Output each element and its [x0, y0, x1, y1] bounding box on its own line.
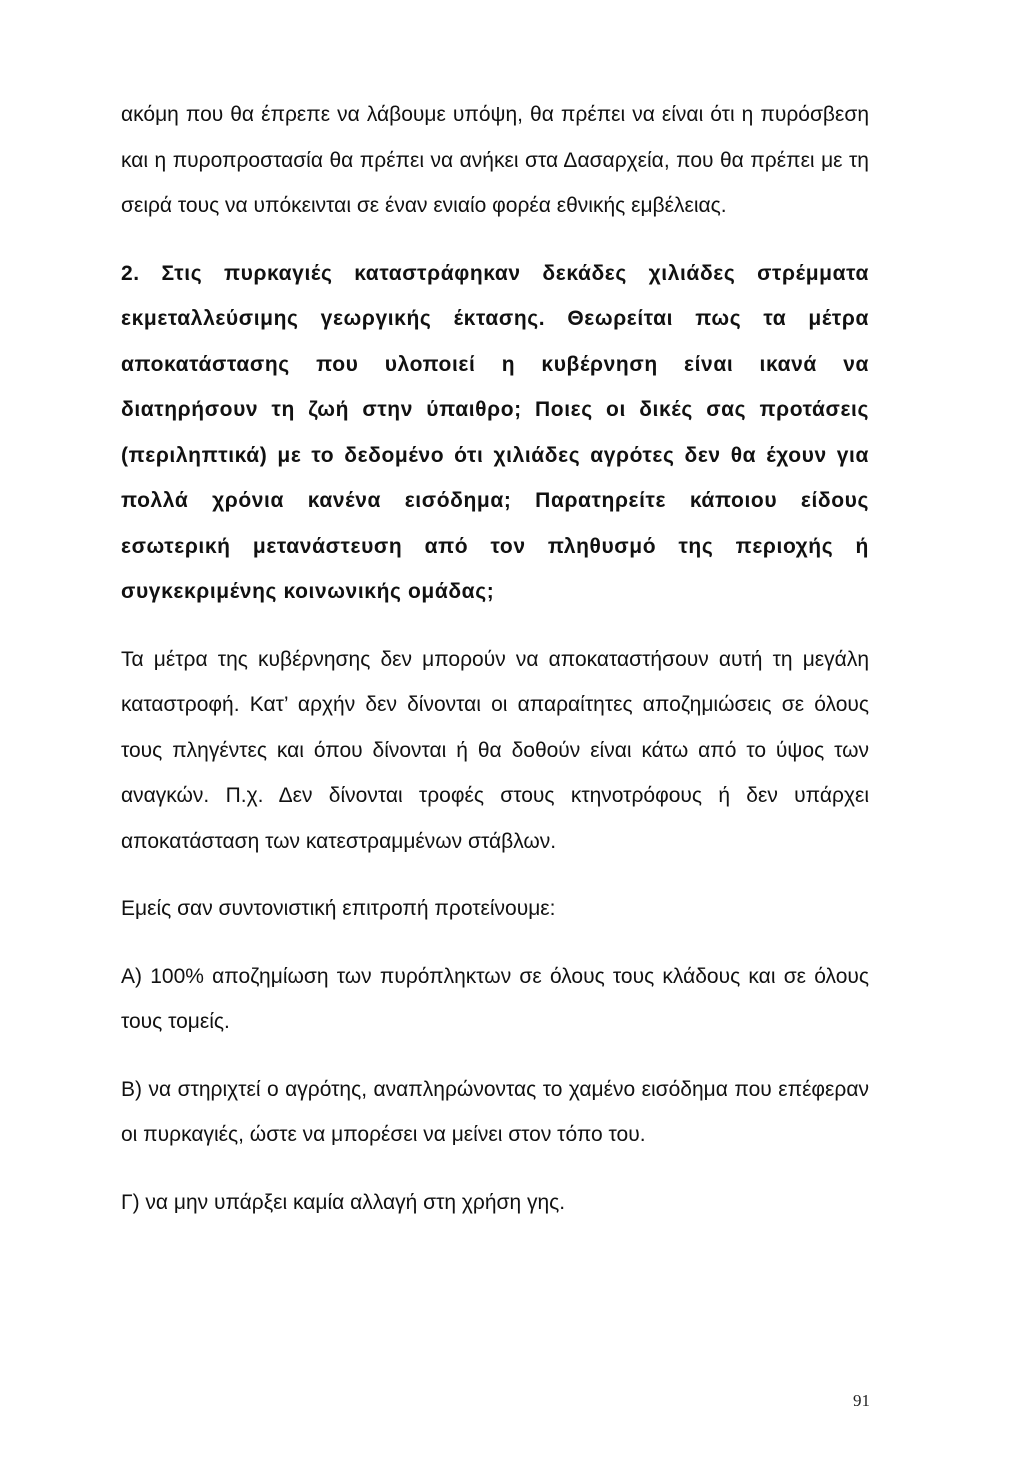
question-number: 2.	[121, 261, 140, 285]
proposal-b: Β) να στηριχτεί ο αγρότης, αναπληρώνοντας το χαμένο εισόδημα που επέφεραν οι πυρκαγιές, ώστε να μπορέσει να μείνει στον τόπο του.	[121, 1077, 869, 1146]
proposal-a: Α) 100% αποζημίωση των πυρόπληκτων σε όλους τους κλάδους και σε όλους τους τομείς.	[121, 964, 869, 1033]
paragraph-intro: ακόμη που θα έπρεπε να λάβουμε υπόψη, θα πρέπει να είναι ότι η πυρόσβεση και η πυροπροστασία θα πρέπει να ανήκει στα Δασαρχεία, που θα πρέπει με τη σειρά τους να υπόκεινται σε έναν ενιαίο φορέα εθνικής εμβέλειας.	[121, 103, 869, 217]
document-page	[121, 92, 869, 1225]
paragraph-answer-1: Τα μέτρα της κυβέρνησης δεν μπορούν να αποκαταστήσουν αυτή τη μεγάλη καταστροφή. Κατ’ αρχήν δεν δίνονται οι απαραίτητες αποζημιώσεις σε όλους τους πληγέντες και όπου δίνονται ή θα δοθούν είναι κάτω από το ύψος των αναγκών. Π.χ. Δεν δίνονται τροφές στους κτηνοτρόφους ή δεν υπάρχει αποκατάσταση των κατεστραμμένων στάβλων.	[121, 647, 869, 853]
question-2-text: Στις πυρκαγιές καταστράφηκαν δεκάδες χιλιάδες στρέμματα εκμεταλλεύσιμης γεωργικής έκτασης. Θεωρείται πως τα μέτρα αποκατάστασης που υλοποιεί η κυβέρνηση είναι ικανά να διατηρήσουν τη ζωή στην ύπαιθρο; Ποιες οι δικές σας προτάσεις (περιληπτικά) με το δεδομένο ότι χιλιάδες αγρότες δεν θα έχουν για πολλά χρόνια κανένα εισόδημα; Παρατηρείτε κάποιου είδους εσωτερική μετανάστευση από τον πληθυσμό της περιοχής ή συγκεκριμένης κοινωνικής ομάδας;	[121, 261, 869, 603]
proposal-c: Γ) να μην υπάρξει καμία αλλαγή στη χρήση γης.	[121, 1190, 566, 1214]
paragraph-answer-2: Εμείς σαν συντονιστική επιτροπή προτείνουμε:	[121, 897, 556, 920]
question-2-paragraph	[121, 251, 869, 615]
page-number: 91	[853, 1391, 870, 1410]
